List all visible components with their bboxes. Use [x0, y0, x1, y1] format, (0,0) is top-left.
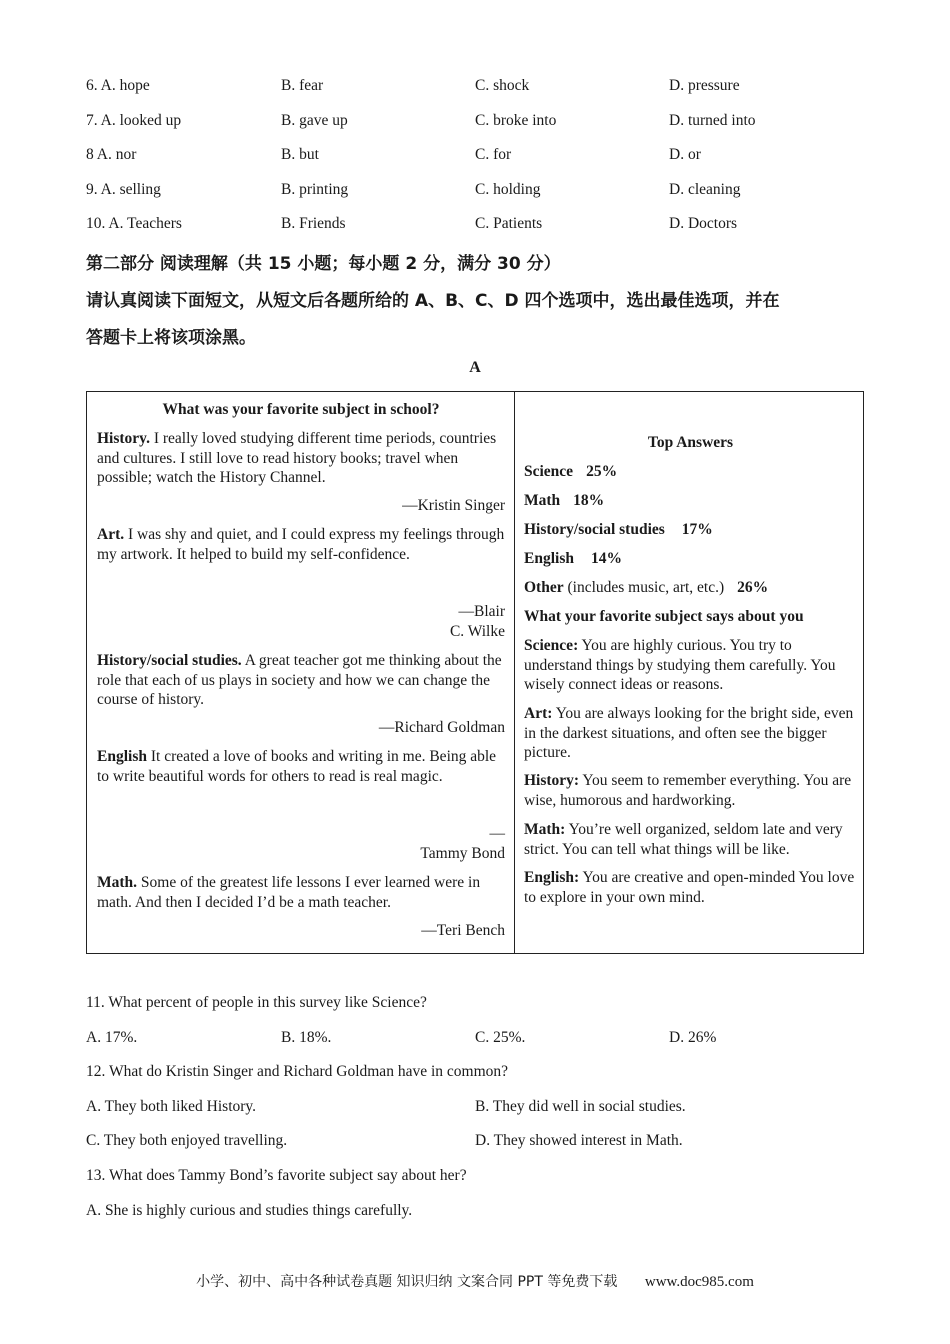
- question-12: 12. What do Kristin Singer and Richard Goldman have in common?: [86, 1063, 509, 1080]
- q8-b: B. but: [281, 146, 319, 163]
- entry-subject: Math.: [97, 874, 138, 891]
- top-answer-note: (includes music, art, etc.): [563, 579, 725, 596]
- entry-author: —Richard Goldman: [378, 719, 505, 736]
- q10-a: 10. A. Teachers: [86, 215, 182, 232]
- passage-label: A: [469, 359, 481, 376]
- entry-history: [97, 429, 505, 488]
- q12-option-a: A. They both liked History.: [86, 1098, 257, 1115]
- section-instruction-2: 答题卡上将该项涂黑。: [86, 328, 256, 348]
- says-subject: Art:: [524, 705, 553, 722]
- entry-english: [97, 747, 505, 786]
- footer-text: 小学、初中、高中各种试卷真题 知识归纳 文案合同 PPT 等免费下载: [196, 1274, 618, 1290]
- entry-art: [97, 525, 505, 564]
- top-answer-row: [524, 578, 857, 598]
- says-subject: Math:: [524, 821, 566, 838]
- entry-text: I was shy and quiet, and I could express my feelings through my artwork. It helped to build my self-confidence.: [97, 526, 505, 563]
- top-answer-value: 26%: [737, 579, 769, 596]
- q7-d: D. turned into: [669, 112, 756, 129]
- survey-table: [86, 391, 864, 954]
- top-answer-label: History/social studies: [524, 521, 665, 538]
- top-answer-value: 17%: [681, 521, 713, 538]
- q7-b: B. gave up: [281, 112, 348, 129]
- top-answer-row: [524, 520, 857, 540]
- entry-text: A great teacher got me thinking about the role that each of us plays in society and how we can change the course of history.: [97, 652, 502, 708]
- entry-author: —Teri Bench: [421, 922, 505, 939]
- footer-url[interactable]: www.doc985.com: [644, 1274, 754, 1290]
- q12-option-b: B. They did well in social studies.: [475, 1098, 686, 1115]
- q8-c: C. for: [475, 146, 512, 163]
- top-answers-title: Top Answers: [647, 434, 734, 451]
- q11-option-b: B. 18%.: [281, 1029, 332, 1046]
- section-instruction-1: 请认真阅读下面短文，从短文后各题所给的 A、B、C、D 四个选项中，选出最佳选项，并在: [86, 291, 780, 311]
- entry-text: I really loved studying different time periods, countries and cultures. I still love to read history books; travel when possible; watch the History Channel.: [97, 430, 497, 486]
- q6-d: D. pressure: [669, 77, 740, 94]
- entry-text: It created a love of books and writing in me. Being able to write beautiful words for others to read is real magic.: [97, 748, 497, 785]
- q9-d: D. cleaning: [669, 181, 741, 198]
- q11-option-d: D. 26%: [669, 1029, 717, 1046]
- says-art: [524, 704, 857, 763]
- says-text: You are creative and open-minded You love to explore in your own mind.: [524, 869, 855, 906]
- top-answer-label: English: [524, 550, 574, 567]
- says-science: [524, 636, 857, 695]
- entry-author: —Blair: [458, 603, 505, 620]
- q9-c: C. holding: [475, 181, 541, 198]
- q11-option-c: C. 25%.: [475, 1029, 526, 1046]
- top-answer-label: Math: [524, 492, 561, 509]
- entry-math: [97, 873, 505, 912]
- q9-a: 9. A. selling: [86, 181, 161, 198]
- entry-subject: History/social studies.: [97, 652, 242, 669]
- says-subject: English:: [524, 869, 580, 886]
- says-title: What your favorite subject says about you: [524, 608, 804, 625]
- says-text: You are always looking for the bright side, even in the darkest situations, and often see the bigger picture.: [524, 705, 854, 761]
- table-divider: [514, 392, 515, 953]
- page-footer: [0, 1271, 950, 1291]
- top-answer-row: [524, 549, 857, 569]
- q6-c: C. shock: [475, 77, 530, 94]
- q12-option-c: C. They both enjoyed travelling.: [86, 1132, 288, 1149]
- q11-option-a: A. 17%.: [86, 1029, 138, 1046]
- top-answer-value: 14%: [590, 550, 622, 567]
- entry-subject: English: [97, 748, 147, 765]
- question-11: 11. What percent of people in this survey like Science?: [86, 994, 427, 1011]
- entry-author: —Kristin Singer: [402, 497, 505, 514]
- q10-d: D. Doctors: [669, 215, 738, 232]
- q9-b: B. printing: [281, 181, 349, 198]
- entry-author: Tammy Bond: [420, 845, 505, 862]
- q10-b: B. Friends: [281, 215, 346, 232]
- q8-d: D. or: [669, 146, 701, 163]
- says-math: [524, 820, 857, 859]
- says-text: You’re well organized, seldom late and very strict. You can tell what things will be like.: [524, 821, 843, 858]
- q8-a: 8 A. nor: [86, 146, 137, 163]
- q12-option-d: D. They showed interest in Math.: [475, 1132, 683, 1149]
- q7-c: C. broke into: [475, 112, 557, 129]
- top-answer-value: 25%: [586, 463, 618, 480]
- section-heading: 第二部分 阅读理解（共 15 小题；每小题 2 分，满分 30 分）: [86, 254, 561, 274]
- left-title: What was your favorite subject in school?: [162, 401, 440, 418]
- q10-c: C. Patients: [475, 215, 543, 232]
- entry-author: —: [489, 825, 505, 842]
- q13-option-a: A. She is highly curious and studies things carefully.: [86, 1202, 413, 1219]
- says-text: You are highly curious. You try to understand things by studying them carefully. You wisely connect ideas or reasons.: [524, 637, 836, 693]
- entry-subject: History.: [97, 430, 150, 447]
- says-english: [524, 868, 857, 907]
- says-subject: History:: [524, 772, 580, 789]
- entry-subject: Art.: [97, 526, 125, 543]
- entry-author: C. Wilke: [449, 623, 505, 640]
- question-13: 13. What does Tammy Bond’s favorite subject say about her?: [86, 1167, 467, 1184]
- entry-social-studies: [97, 651, 505, 710]
- q7-a: 7. A. looked up: [86, 112, 182, 129]
- q6-a: 6. A. hope: [86, 77, 150, 94]
- top-answer-row: [524, 491, 857, 511]
- top-answer-label: Science: [524, 463, 574, 480]
- top-answer-row: [524, 462, 857, 482]
- says-subject: Science:: [524, 637, 579, 654]
- entry-text: Some of the greatest life lessons I ever learned were in math. And then I decided I’d be a math teacher.: [97, 874, 481, 911]
- q6-b: B. fear: [281, 77, 324, 94]
- top-answer-label: Other: [524, 579, 564, 596]
- says-text: You seem to remember everything. You are wise, humorous and hardworking.: [524, 772, 852, 809]
- top-answer-value: 18%: [573, 492, 605, 509]
- says-history: [524, 771, 857, 810]
